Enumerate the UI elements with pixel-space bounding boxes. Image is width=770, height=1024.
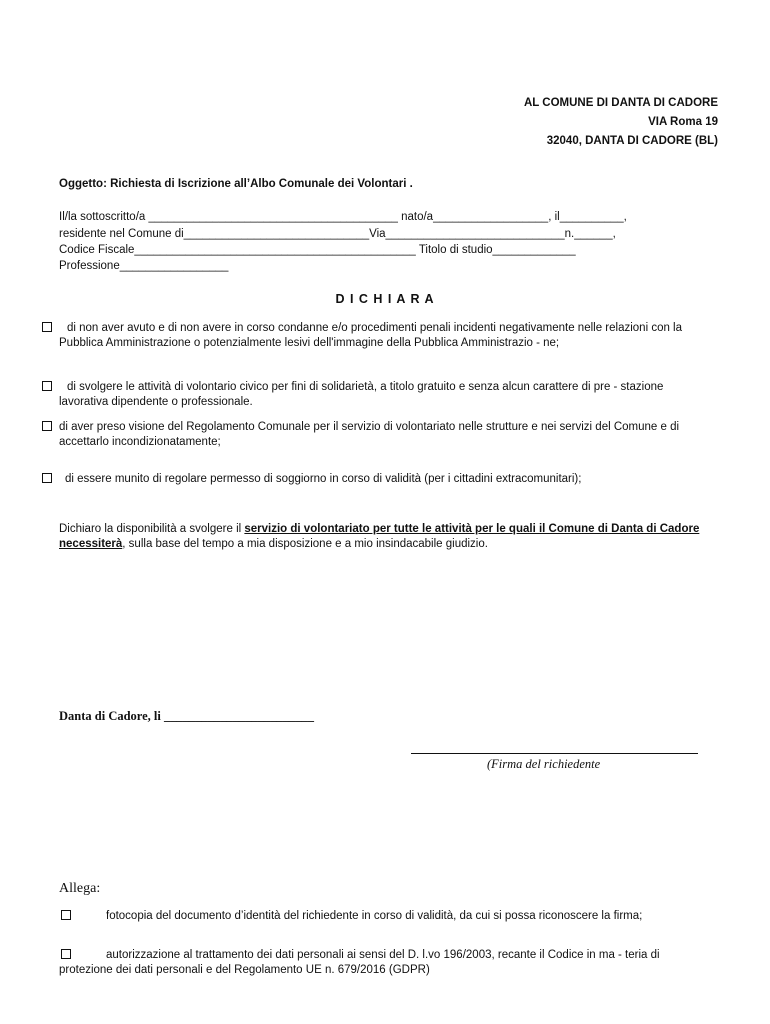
signature-caption: (Firma del richiedente xyxy=(487,757,601,771)
recipient-name: AL COMUNE DI DANTA DI CADORE xyxy=(523,97,718,109)
form-line-profession: Professione_________________ xyxy=(59,260,229,272)
declaration-text-4: di essere munito di regolare permesso di soggiorno in corso di validità (per i cittadini extracomunitari); xyxy=(65,473,582,485)
availability-statement xyxy=(59,522,721,552)
availability-prefix: Dichiaro la disponibilità a svolgere il xyxy=(59,523,245,535)
declares-heading: D I C H I A R A xyxy=(335,292,435,306)
signature-line xyxy=(411,753,698,754)
recipient-city: 32040, DANTA DI CADORE (BL) xyxy=(546,135,718,147)
declaration-checkbox-1[interactable] xyxy=(42,322,52,332)
declaration-text-2: di svolgere le attività di volontario civico per fini di solidarietà, a titolo gratuito e senza alcun carattere di pre - stazione lavorativa dipendente o professionale. xyxy=(59,381,664,408)
attachment-text-2: autorizzazione al trattamento dei dati personali ai sensi del D. l.vo 196/2003, recante il Codice in ma - teria di protezione dei dati personali e del Regolamento UE n. 679/2016 (GDPR) xyxy=(59,949,660,976)
attachment-text-1: fotocopia del documento d’identità del richiedente in corso di validità, da cui si possa riconoscere la firma; xyxy=(106,910,643,922)
declaration-text-3: di aver preso visione del Regolamento Comunale per il servizio di volontariato nelle strutture e nei servizi del Comune e di accettarlo incondizionatamente; xyxy=(59,421,680,448)
form-line-residence: residente nel Comune di_____________________________Via____________________________n.______, xyxy=(59,228,616,240)
availability-emphasis: servizio di volontariato per tutte le attività per le quali il Comune di Danta di Cadore necessiterà xyxy=(59,523,700,550)
form-line-fiscal-code: Codice Fiscale____________________________________________ Titolo di studio_____________ xyxy=(59,244,576,256)
subject-line: Oggetto: Richiesta di Iscrizione all’Albo Comunale dei Volontari . xyxy=(59,178,413,190)
declaration-checkbox-2[interactable] xyxy=(42,381,52,391)
place-date-line: Danta di Cadore, li ________________________ xyxy=(59,709,314,723)
declaration-checkbox-4[interactable] xyxy=(42,473,52,483)
attachments-heading: Allega: xyxy=(59,881,101,896)
availability-suffix: , sulla base del tempo a mia disposizione e a mio insindacabile giudizio. xyxy=(122,538,488,550)
declaration-text-1: di non aver avuto e di non avere in corso condanne e/o procedimenti penali incidenti negativamente nelle relazioni con la Pubblica Amministrazione o potenzialmente lesivi dell'immagine della Pubblica Amministrazio - ne; xyxy=(59,322,683,349)
declaration-checkbox-3[interactable] xyxy=(42,421,52,431)
recipient-street: VIA Roma 19 xyxy=(648,116,718,128)
form-line-name: Il/la sottoscritto/a _______________________________________ nato/a__________________, il__________, xyxy=(59,211,627,223)
